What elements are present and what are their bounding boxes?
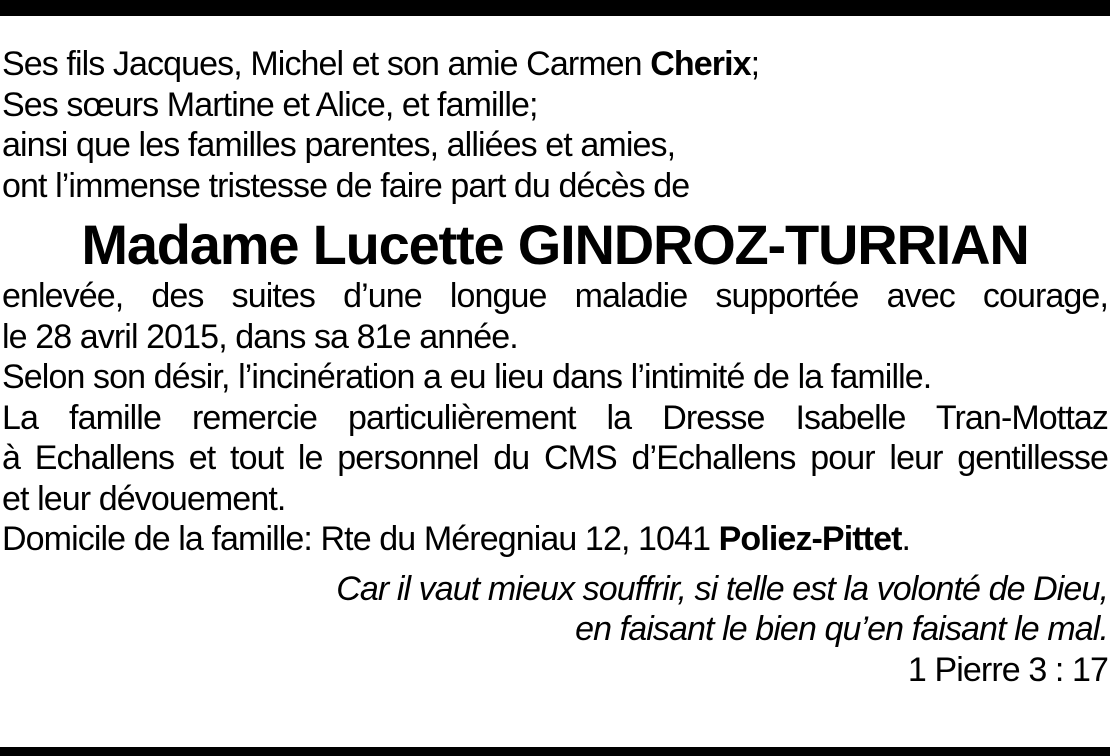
quote-line-1: Car il vaut mieux souffrir, si telle est la volonté de Dieu,	[336, 569, 1108, 608]
body-line-5: à Echallens et tout le personnel du CMS d’Echallens pour leur gentillesse	[2, 439, 1108, 477]
intro-line-2: Ses sœurs Martine et Alice, et famille;	[2, 85, 538, 124]
deceased-name: Madame Lucette GINDROZ-TURRIAN	[81, 213, 1029, 276]
body-line-6: et leur dévouement.	[2, 479, 286, 518]
body-line-2: le 28 avril 2015, dans sa 81e année.	[2, 317, 518, 356]
body-line-4: La famille remercie particulièrement la Dresse Isabelle Tran-Mottaz	[2, 398, 1108, 437]
intro-line-1	[2, 44, 1108, 85]
quote-line-2: en faisant le bien qu’en faisant le mal.	[575, 610, 1108, 648]
bottom-rule	[0, 747, 1110, 756]
domicile-line	[2, 519, 1108, 560]
notice-content	[2, 44, 1108, 690]
quote-reference: 1 Pierre 3 : 17	[907, 650, 1108, 689]
intro-line-4: ont l’immense tristesse de faire part du décès de	[2, 166, 690, 205]
intro-line-1-text: Ses fils Jacques, Michel et son amie Carmen	[2, 45, 642, 83]
intro-line-3: ainsi que les familles parentes, alliées et amies,	[2, 126, 676, 164]
domicile-text: Domicile de la famille: Rte du Méregniau 12, 1041	[2, 520, 711, 558]
top-rule	[0, 0, 1110, 16]
domicile-town: Poliez-Pittet	[718, 520, 902, 558]
domicile-suffix: .	[901, 520, 911, 558]
family-name-cherix: Cherix	[650, 45, 751, 83]
body-line-3: Selon son désir, l’incinération a eu lieu dans l’intimité de la famille.	[2, 358, 932, 396]
intro-line-1-suffix: ;	[750, 45, 760, 83]
body-line-1: enlevée, des suites d’une longue maladie supportée avec courage,	[2, 277, 1108, 315]
